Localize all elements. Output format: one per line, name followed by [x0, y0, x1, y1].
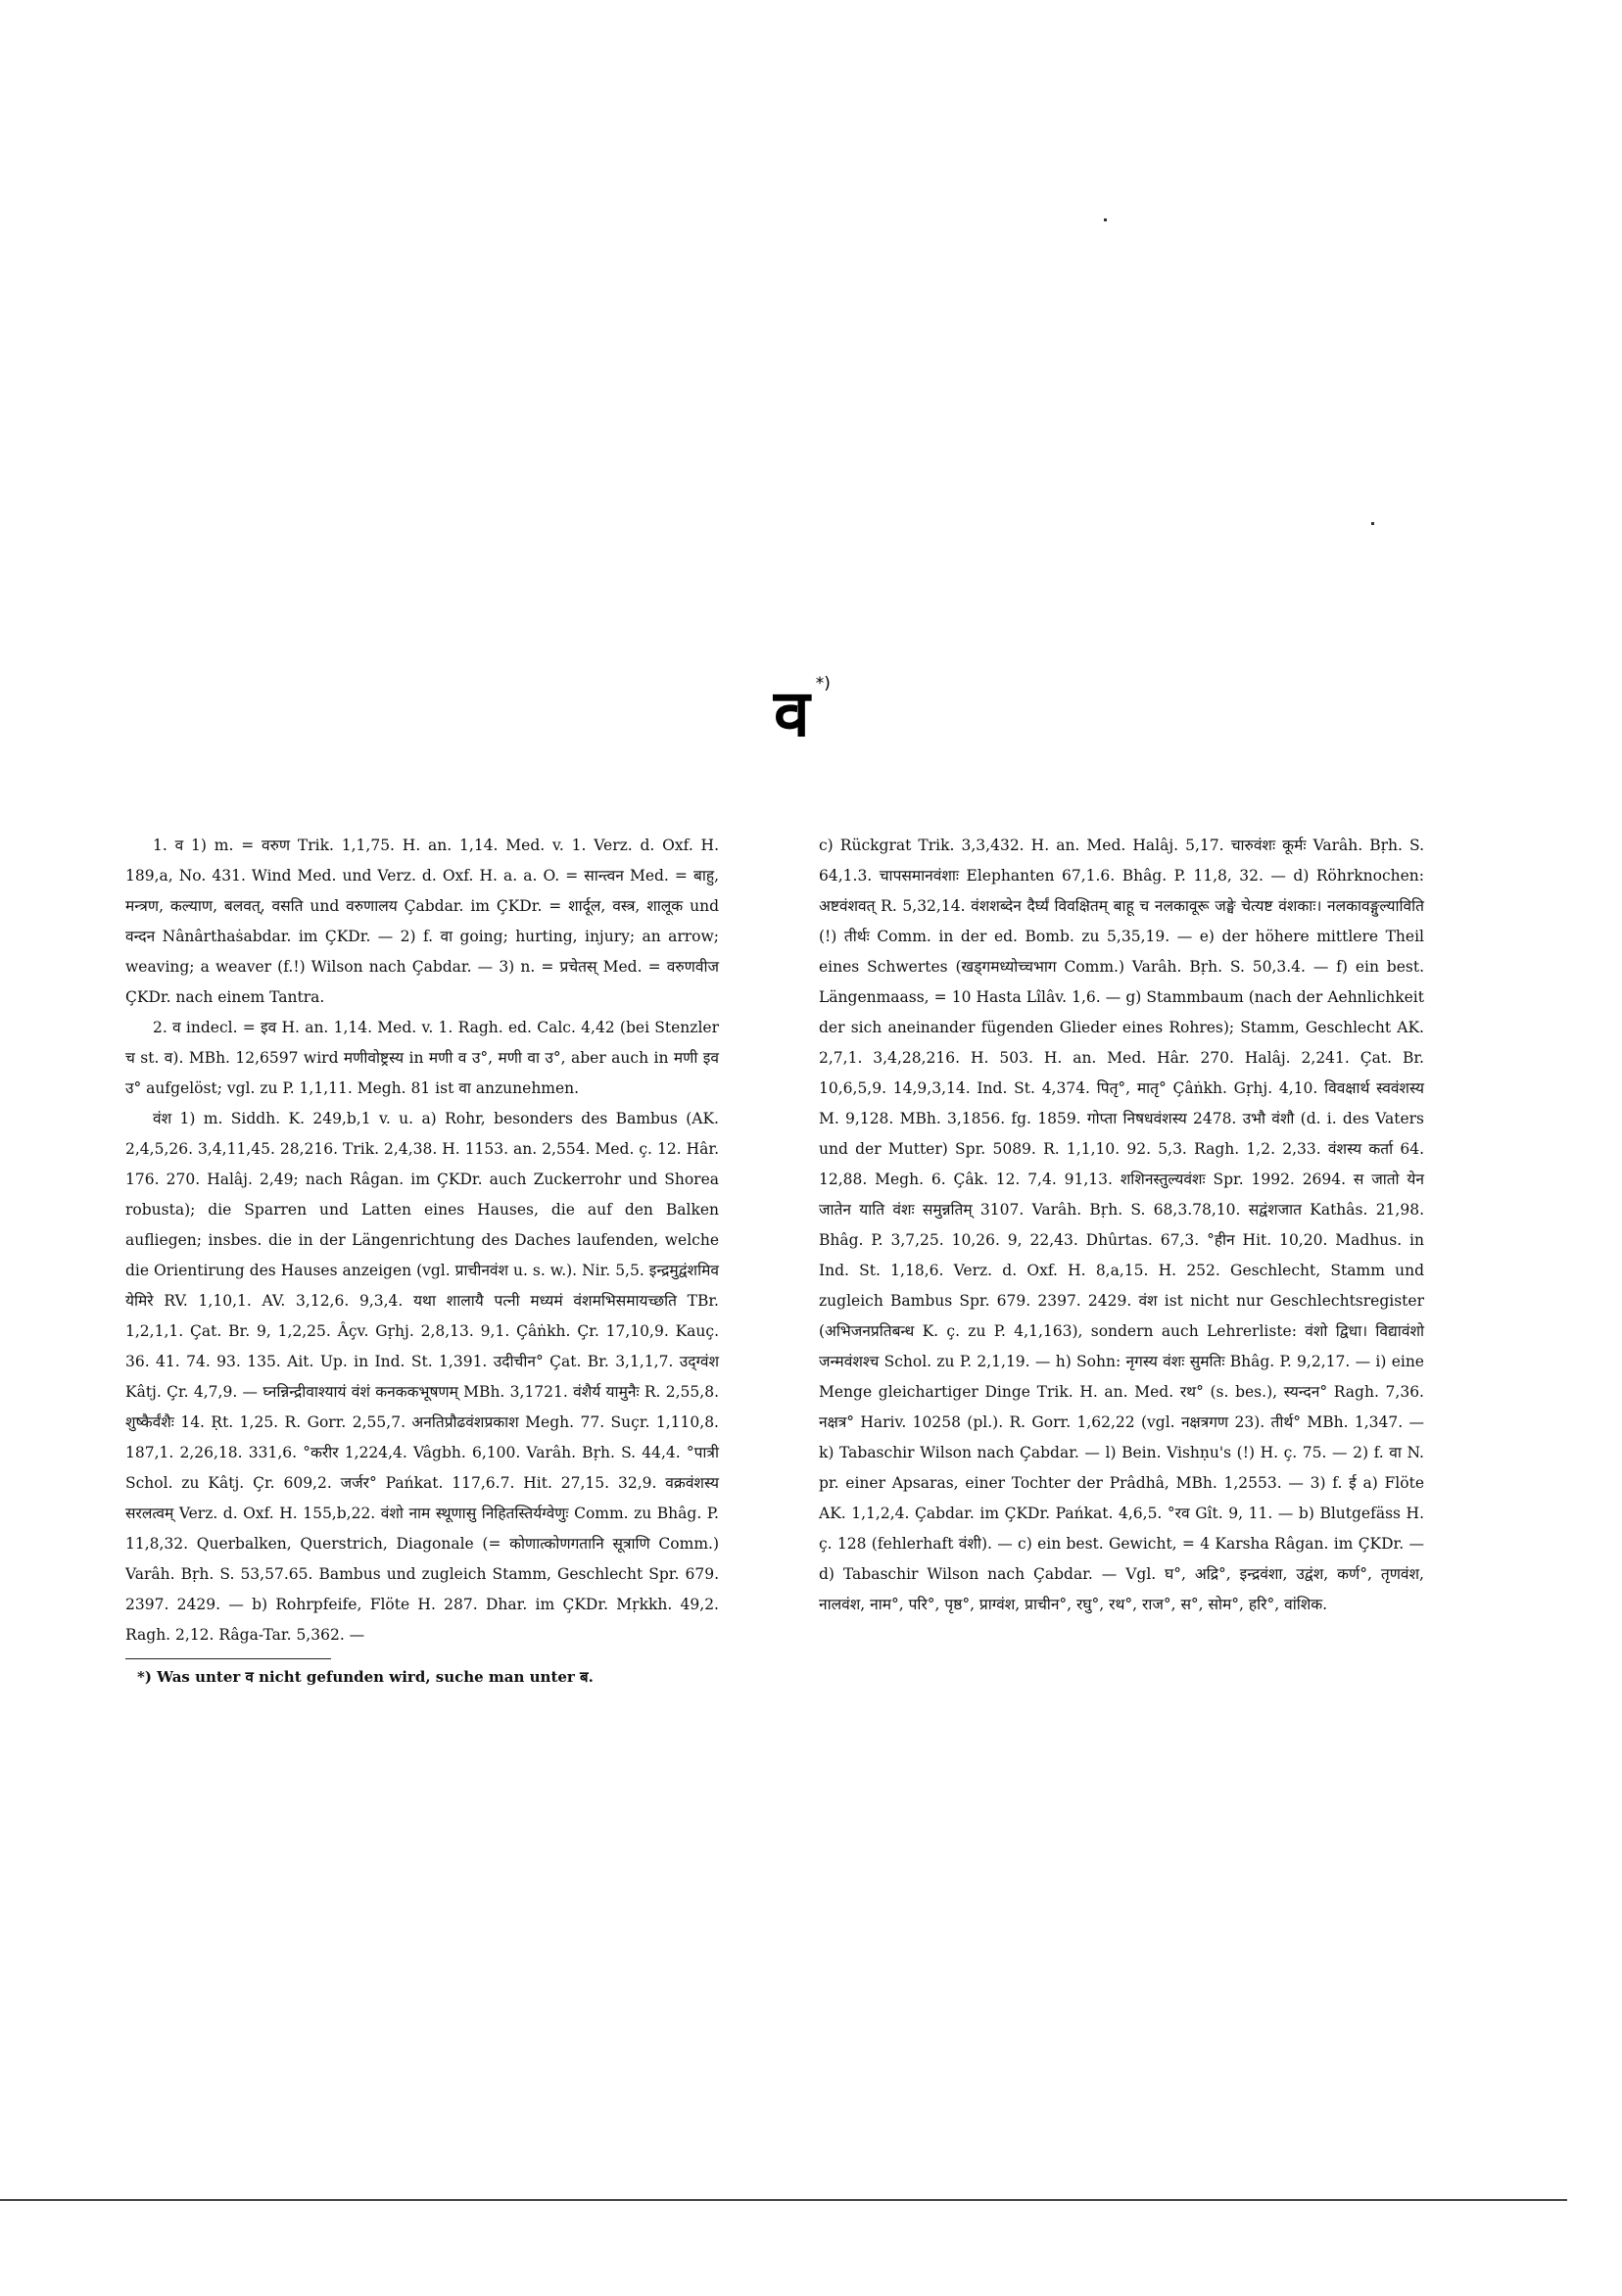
- entry-vamsha-continued: c) Rückgrat Trik. 3,3,432. H. an. Med. Halâj. 5,17. चारुवंशः कूर्मः Varâh. Bṛh. S. 64,1.3. चापसमानवंशाः Elephanten 67,1.6. Bhâg. P. 11,8, 32. — d) Röhrknochen: अष्टवंशवत् R. 5,32,14. वंशशब्देन दैर्घ्यं विवक्षितम् बाहू च नलकावूरू जङ्घे चेत्यष्ट वंशकाः। नलकावङ्गुल्याविति (!) तीर्थः Comm. in der ed. Bomb. zu 5,35,19. — e) der höhere mittlere Theil eines Schwertes (खड्गमध्योच्चभाग Comm.) Varâh. Bṛh. S. 50,3.4. — f) ein best. Längenmaass, = 10 Hasta Lîlâv. 1,6. — g) Stammbaum (nach der Aehnlichkeit der sich aneinander fügenden Glieder eines Rohres); Stamm, Geschlecht AK. 2,7,1. 3,4,28,216. H. 503. H. an. Med. Hâr. 270. Halâj. 2,241. Çat. Br. 10,6,5,9. 14,9,3,14. Ind. St. 4,374. पितृ°, मातृ° Çâṅkh. Gṛhj. 4,10. विवक्षार्थ स्ववंशस्य M. 9,128. MBh. 3,1856. fg. 1859. गोप्ता निषधवंशस्य 2478. उभौ वंशौ (d. i. des Vaters und der Mutter) Spr. 5089. R. 1,1,10. 92. 5,3. Ragh. 1,2. 2,33. वंशस्य कर्ता 64. 12,88. Megh. 6. Çâk. 12. 7,4. 91,13. शशिनस्तुल्यवंशः Spr. 1992. 2694. स जातो येन जातेन याति वंशः समुन्नतिम् 3107. Varâh. Bṛh. S. 68,3.78,10. सद्वंशजात Kathâs. 21,98. Bhâg. P. 3,7,25. 10,26. 9, 22,43. Dhûrtas. 67,3. °हीन Hit. 10,20. Madhus. in Ind. St. 1,18,6. Verz. d. Oxf. H. 8,a,15. H. 252. Geschlecht, Stamm und zugleich Bambus Spr. 679. 2397. 2429. वंश ist nicht nur Geschlechtsregister (अभिजनप्रतिबन्ध K. ç. zu P. 4,1,163), sondern auch Lehrerliste: वंशो द्विधा। विद्यावंशो जन्मवंशश्च Schol. zu P. 2,1,19. — h) Sohn: नृगस्य वंशः सुमतिः Bhâg. P. 9,2,17. — i) eine Menge gleichartiger Dinge Trik. H. an. Med. रथ° (s. bes.), स्यन्दन° Ragh. 7,36. नक्षत्र° Hariv. 10258 (pl.). R. Gorr. 1,62,22 (vgl. नक्षत्रगण 23). तीर्थ° MBh. 1,347. — k) Tabaschir Wilson nach Çabdar. — l) Bein. Vishṇu's (!) H. ç. 75. — 2) f. वा N. pr. einer Apsaras, einer Tochter der Prâdhâ, MBh. 1,2553. — 3) f. ई a) Flöte AK. 1,1,2,4. Çabdar. im ÇKDr. Pańkat. 4,6,5. °रव Gît. 9, 11. — b) Blutgefäss H. ç. 128 (fehlerhaft वंशी). — c) ein best. Gewicht, = 4 Karsha Râgan. im ÇKDr. — d) Tabaschir Wilson nach Çabdar. — Vgl. घ°, अद्रि°, इन्द्रवंशा, उद्वंश, कर्ण°, तृणवंश, नालवंश, नाम°, परि°, पृष्ठ°, प्राग्वंश, प्राचीन°, रघु°, रथ°, राज°, स°, सोम°, हरि°, वांशिक.: [819, 837, 1424, 1613]
- heading-letter: व: [774, 676, 810, 751]
- entry-vamsha: वंश 1) m. Siddh. K. 249,b,1 v. u. a) Rohr, besonders des Bambus (AK. 2,4,5,26. 3,4,11,45. 28,216. Trik. 2,4,38. H. 1153. an. 2,554. Med. ç. 12. Hâr. 176. 270. Halâj. 2,49; nach Râgan. im ÇKDr. auch Zuckerrohr und Shorea robusta); die Sparren und Latten eines Hauses, die auf den Balken aufliegen; insbes. die in der Längenrichtung des Daches laufenden, welche die Orientirung des Hauses anzeigen (vgl. प्राचीनवंश u. s. w.). Nir. 5,5. इन्द्रमुद्वंशमिव येमिरे RV. 1,10,1. AV. 3,12,6. 9,3,4. यथा शालायै पत्नी मध्यमं वंशमभिसमायच्छति TBr. 1,2,1,1. Çat. Br. 9, 1,2,25. Âçv. Gṛhj. 2,8,13. 9,1. Çâṅkh. Çr. 17,10,9. Kauç. 36. 41. 74. 93. 135. Ait. Up. in Ind. St. 1,391. उदीचीन° Çat. Br. 3,1,1,7. उद्ग्वंश Kâtj. Çr. 4,7,9. — घ्नन्निन्द्रीवाश्यायं वंशं कनककभूषणम् MBh. 3,1721. वंशैर्य यामुनैः R. 2,55,8. शुष्कैर्वंशैः 14. Ṛt. 1,25. R. Gorr. 2,55,7. अनतिप्रौढवंशप्रकाश Megh. 77. Suçr. 1,110,8. 187,1. 2,26,18. 331,6. °करीर 1,224,4. Vâgbh. 6,100. Varâh. Bṛh. S. 44,4. °पात्री Schol. zu Kâtj. Çr. 609,2. जर्जर° Pańkat. 117,6.7. Hit. 27,15. 32,9. वक्रवंशस्य सरलत्वम् Verz. d. Oxf. H. 155,b,22. वंशो नाम स्थूणासु निहितस्तिर्यग्वेणुः Comm. zu Bhâg. P. 11,8,32. Querbalken, Querstrich, Diagonale (= कोणात्कोणगतानि सूत्राणि Comm.) Varâh. Bṛh. S. 53,57.65. Bambus und zugleich Stamm, Geschlecht Spr. 679. 2397. 2429. — b) Rohrpfeife, Flöte H. 287. Dhar. im ÇKDr. Mṛkkh. 49,2. Ragh. 2,12. Râga-Tar. 5,362. —: [125, 1110, 719, 1644]
- heading-footnote-marker: *): [815, 674, 831, 694]
- scan-speck: [1104, 218, 1107, 221]
- scan-speck: [1371, 522, 1374, 525]
- footnote: *) Was unter व nicht gefunden wird, suche man unter ब.: [137, 1668, 594, 1686]
- page-heading: [774, 674, 831, 751]
- page-bottom-rule: [0, 2199, 1567, 2201]
- entry-va-2: 2. व indecl. = इव H. an. 1,14. Med. v. 1. Ragh. ed. Calc. 4,42 (bei Stenzler च st. व). MBh. 12,6597 wird मणीवोष्ट्रस्य in मणी व उ°, मणी वा उ°, aber auch in मणी इव उ° aufgelöst; vgl. zu P. 1,1,11. Megh. 81 ist वा anzunehmen.: [125, 1019, 719, 1097]
- left-column: [125, 831, 719, 1691]
- right-column: [819, 831, 1424, 1620]
- entry-va-1: 1. व 1) m. = वरुण Trik. 1,1,75. H. an. 1,14. Med. v. 1. Verz. d. Oxf. H. 189,a, No. 431. Wind Med. und Verz. d. Oxf. H. a. a. O. = सान्त्वन Med. = बाहु, मन्त्रण, कल्याण, बलवत्, वसति und वरुणालय Çabdar. im ÇKDr. = शार्दूल, वस्त्र, शालूक und वन्दन Nânârthaṡabdar. im ÇKDr. — 2) f. वा going; hurting, injury; an arrow; weaving; a weaver (f.!) Wilson nach Çabdar. — 3) n. = प्रचेतस् Med. = वरुणवीज ÇKDr. nach einem Tantra.: [125, 837, 719, 1006]
- footnote-divider: [125, 1658, 331, 1659]
